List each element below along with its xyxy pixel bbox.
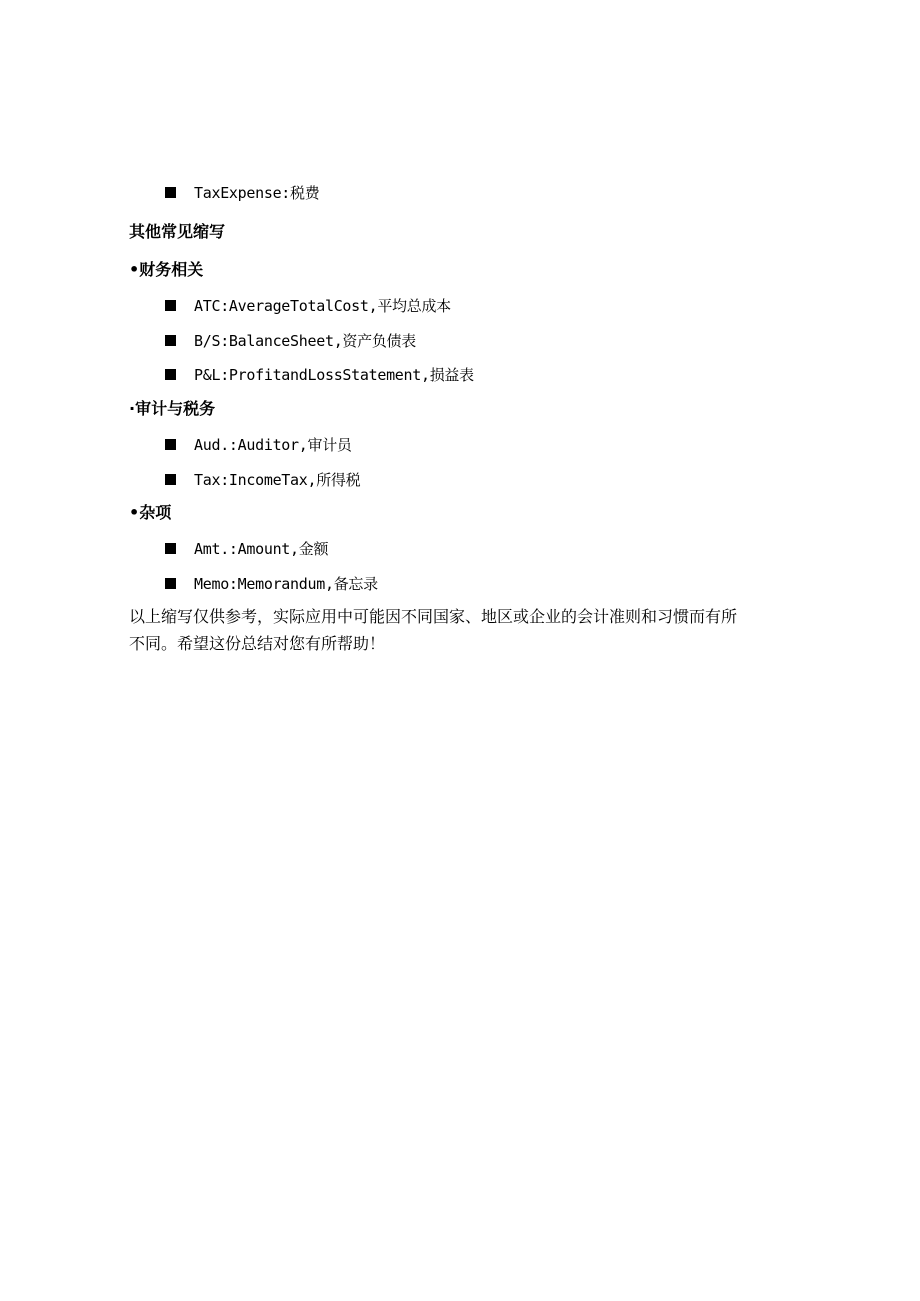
- square-bullet-icon: [165, 578, 176, 589]
- group-title-finance: •财务相关: [129, 260, 204, 279]
- list-item: [165, 432, 352, 456]
- list-item-text: B/S:BalanceSheet,资产负债表: [194, 331, 416, 350]
- list-item: [165, 571, 378, 595]
- list-item: [165, 467, 360, 491]
- square-bullet-icon: [165, 543, 176, 554]
- list-item: [165, 293, 451, 317]
- list-item-text: Amt.:Amount,金额: [194, 539, 329, 558]
- closing-line: 不同。希望这份总结对您有所帮助！: [129, 634, 386, 653]
- list-item-text: Tax:IncomeTax,所得税: [194, 470, 361, 489]
- square-bullet-icon: [165, 335, 176, 346]
- square-bullet-icon: [165, 187, 176, 198]
- list-item-text: P&L:ProfitandLossStatement,损益表: [194, 365, 474, 384]
- group-title-audit-tax: ·审计与税务: [129, 399, 216, 418]
- closing-paragraph: [129, 603, 789, 657]
- list-item: [165, 328, 416, 352]
- list-item-text: Memo:Memorandum,备忘录: [194, 574, 378, 593]
- square-bullet-icon: [165, 474, 176, 485]
- list-item-text: Aud.:Auditor,审计员: [194, 435, 352, 454]
- group-title-misc: •杂项: [129, 503, 172, 522]
- list-item: [165, 536, 328, 560]
- square-bullet-icon: [165, 439, 176, 450]
- square-bullet-icon: [165, 369, 176, 380]
- list-item-text: ATC:AverageTotalCost,平均总成本: [194, 296, 451, 315]
- list-item: [165, 362, 474, 386]
- list-item: [165, 180, 319, 204]
- list-item-text: TaxExpense:税费: [194, 183, 320, 202]
- square-bullet-icon: [165, 300, 176, 311]
- section-title: 其他常见缩写: [129, 222, 226, 241]
- closing-line: 以上缩写仅供参考，实际应用中可能因不同国家、地区或企业的会计准则和习惯而有所: [129, 607, 738, 626]
